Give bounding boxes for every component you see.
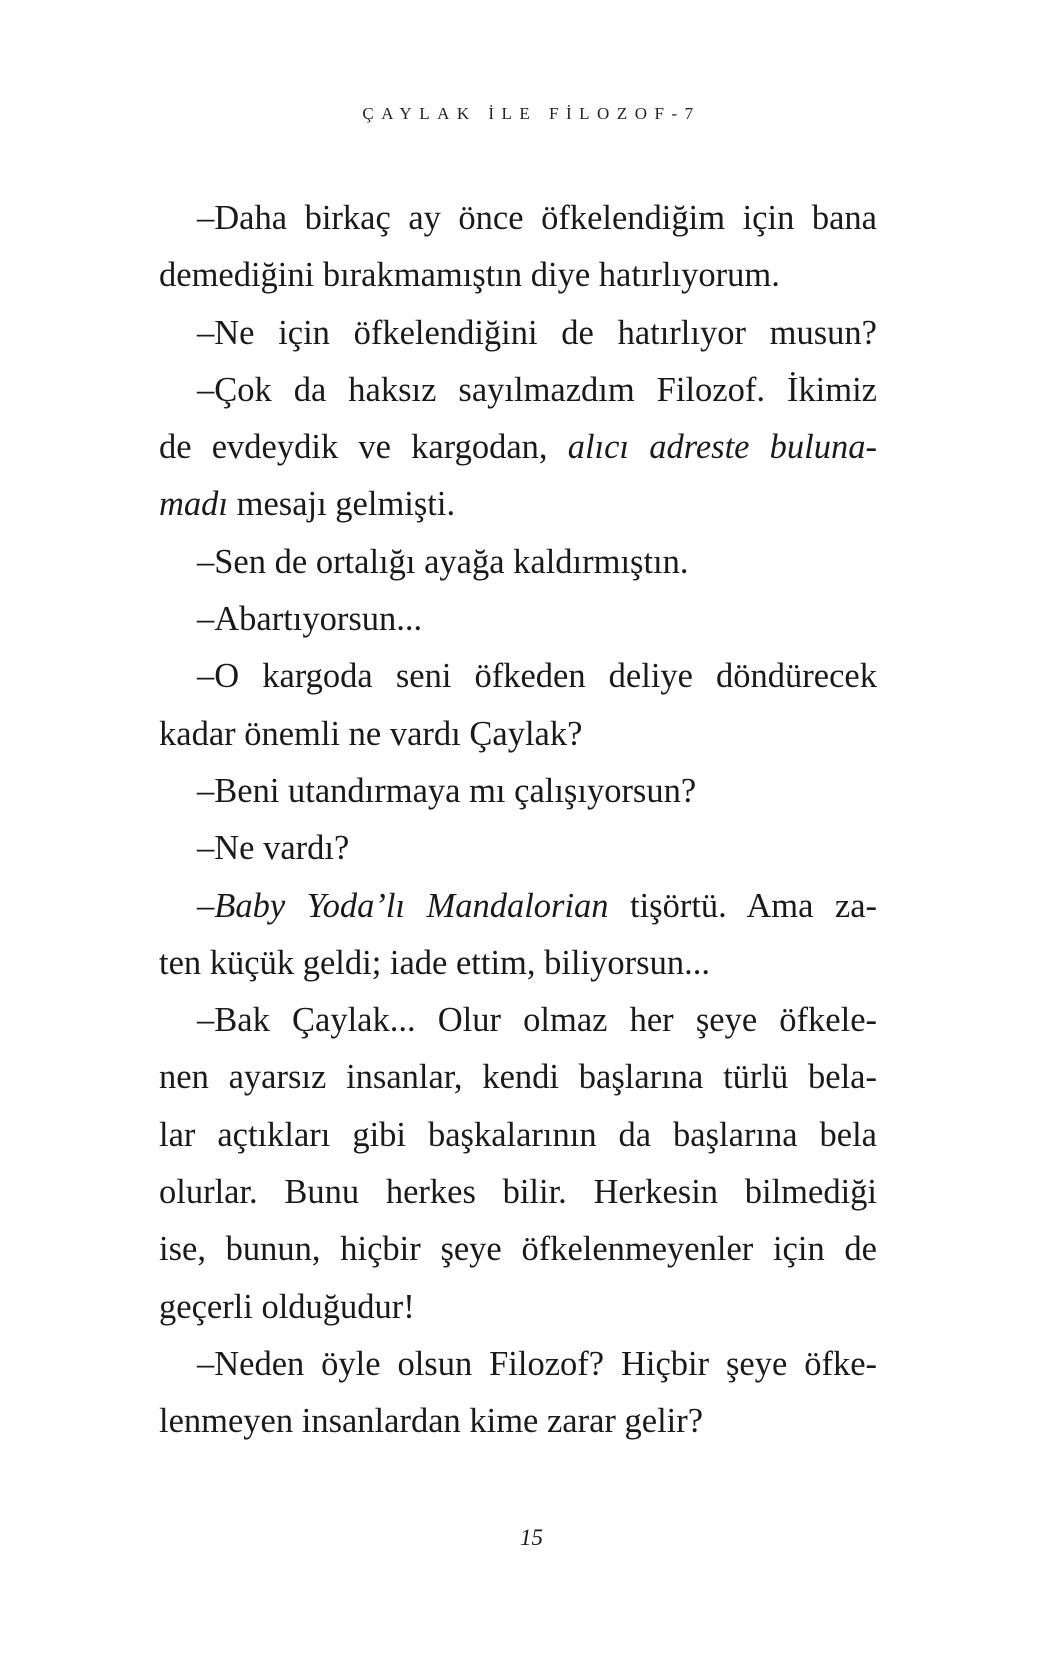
text-line (159, 1221, 877, 1278)
text-line (159, 992, 877, 1049)
text-line (159, 362, 877, 419)
text-line (159, 305, 877, 362)
text-run: geçerli olduğudur! (159, 1287, 415, 1326)
text-line (159, 878, 877, 935)
text-run: lenmeyen insanlardan kime zarar gelir? (159, 1402, 704, 1441)
text-line (159, 1049, 877, 1106)
text-line (159, 706, 877, 763)
text-line (159, 591, 877, 648)
text-run: kadar önemli ne vardı Çaylak? (159, 714, 583, 753)
text-run: –Ne vardı? (197, 829, 350, 868)
text-run: lar açtıkları gibi başkalarının da başlarına bela (159, 1115, 877, 1154)
text-run: – (197, 886, 215, 925)
text-line (159, 534, 877, 591)
text-run: –Neden öyle olsun Filozof? Hiçbir şeye öfke- (197, 1344, 877, 1383)
text-run: –Abartıyorsun... (197, 600, 423, 639)
text-run: demediğini bırakmamıştın diye hatırlıyorum. (159, 256, 780, 295)
text-run: tişörtü. Ama za- (608, 886, 877, 925)
text-run: –Beni utandırmaya mı çalışıyorsun? (197, 771, 697, 810)
text-run: mesajı gelmişti. (228, 485, 456, 524)
text-run: olurlar. Bunu herkes bilir. Herkesin bilmediği (159, 1173, 877, 1212)
text-run: de evdeydik ve kargodan, (159, 428, 568, 467)
text-line (159, 1336, 877, 1393)
italic-text-run: alıcı adreste buluna- (567, 428, 877, 467)
italic-text-run: Baby Yoda’lı Mandalorian (214, 886, 609, 925)
text-line (159, 1164, 877, 1221)
italic-text-run: madı (159, 485, 228, 524)
text-run: –Çok da haksız sayılmazdım Filozof. İkimiz (197, 370, 877, 409)
text-run: –Daha birkaç ay önce öfkelendiğim için bana (197, 199, 877, 237)
text-line (159, 648, 877, 705)
page-number: 15 (520, 1525, 543, 1550)
text-line (159, 935, 877, 992)
text-line (159, 190, 877, 247)
text-run: –Bak Çaylak... Olur olmaz her şeye öfkele- (197, 1001, 877, 1040)
text-run: –Sen de ortalığı ayağa kaldırmıştın. (197, 542, 689, 581)
text-run: nen ayarsız insanlar, kendi başlarına türlü bela- (159, 1058, 877, 1097)
text-line (159, 763, 877, 820)
text-run: ise, bunun, hiçbir şeye öfkelenmeyenler için de (159, 1230, 877, 1269)
text-line (159, 820, 877, 877)
text-run: –O kargoda seni öfkeden deliye döndürecek (197, 657, 877, 696)
text-line (159, 247, 877, 304)
text-line (159, 1107, 877, 1164)
body-text (159, 190, 877, 1451)
text-line (159, 1393, 877, 1450)
text-line (159, 419, 877, 476)
text-line (159, 1279, 877, 1336)
running-header: ÇAYLAK İLE FİLOZOF-7 (362, 104, 701, 123)
text-run: –Ne için öfkelendiğini de hatırlıyor musun? (197, 313, 877, 352)
text-run: ten küçük geldi; iade ettim, biliyorsun... (159, 943, 710, 982)
text-line (159, 476, 877, 533)
